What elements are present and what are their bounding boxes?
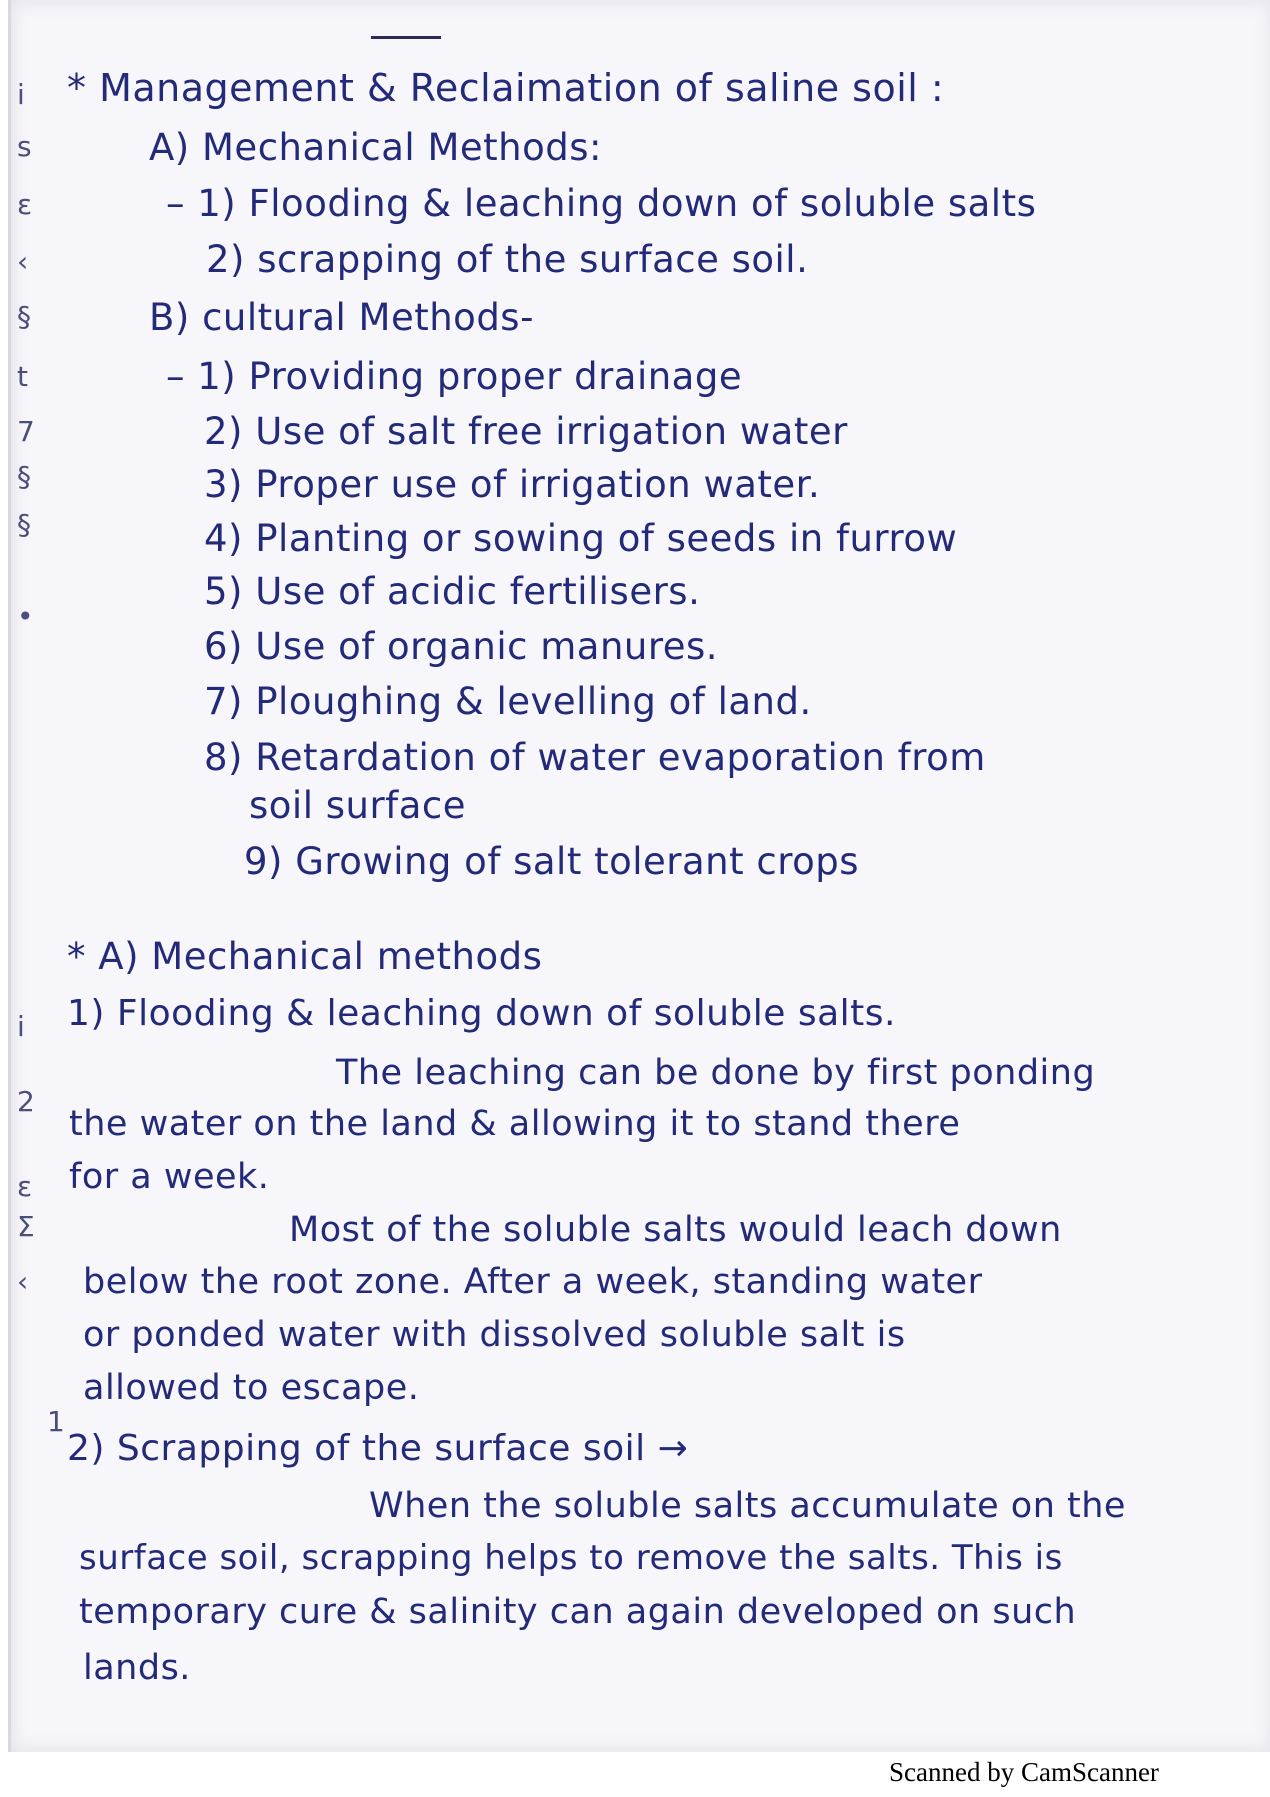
paragraph-1-line: or ponded water with dissolved soluble salt is bbox=[83, 1315, 906, 1355]
details-section-title: * A) Mechanical methods bbox=[67, 935, 543, 978]
margin-mark: § bbox=[17, 460, 31, 493]
margin-mark: § bbox=[17, 300, 31, 333]
outline-b-item: 2) Use of salt free irrigation water bbox=[204, 410, 848, 453]
paragraph-1-line: the water on the land & allowing it to stand there bbox=[69, 1104, 961, 1144]
paragraph-1-line: Most of the soluble salts would leach down bbox=[289, 1210, 1062, 1250]
paragraph-1-title: 1) Flooding & leaching down of soluble salts. bbox=[67, 993, 896, 1034]
margin-mark: § bbox=[17, 508, 31, 541]
margin-mark: s bbox=[17, 130, 32, 163]
outline-b-item: – 1) Providing proper drainage bbox=[166, 355, 743, 398]
paragraph-2-title: 2) Scrapping of the surface soil → bbox=[67, 1428, 689, 1469]
margin-mark: i bbox=[17, 1010, 25, 1043]
margin-mark: 7 bbox=[17, 415, 35, 448]
paragraph-1-line: The leaching can be done by first ponding bbox=[336, 1053, 1096, 1093]
margin-mark: Σ bbox=[17, 1210, 35, 1243]
outline-b-item: soil surface bbox=[249, 784, 466, 827]
paragraph-2-line: lands. bbox=[83, 1648, 191, 1688]
margin-mark: ‹ bbox=[17, 245, 29, 278]
margin-mark: 2 bbox=[17, 1085, 35, 1118]
margin-mark: ‹ bbox=[17, 1265, 29, 1298]
outline-b-item: 4) Planting or sowing of seeds in furrow bbox=[204, 517, 958, 560]
margin-mark: i bbox=[17, 78, 25, 111]
outline-b-item: 9) Growing of salt tolerant crops bbox=[244, 840, 860, 883]
margin-mark: t bbox=[17, 360, 28, 393]
outline-b-item: 6) Use of organic manures. bbox=[204, 625, 719, 668]
margin-mark: ε bbox=[17, 188, 33, 221]
margin-mark: 1 bbox=[47, 1405, 65, 1438]
paragraph-2-line: When the soluble salts accumulate on the bbox=[369, 1486, 1126, 1526]
outline-b-title: B) cultural Methods- bbox=[149, 296, 534, 339]
outline-b-item: 3) Proper use of irrigation water. bbox=[204, 463, 821, 506]
outline-a-item: – 1) Flooding & leaching down of soluble salts bbox=[166, 182, 1037, 225]
margin-mark: • bbox=[17, 600, 34, 633]
outline-b-item: 7) Ploughing & levelling of land. bbox=[204, 680, 812, 723]
scanner-watermark: Scanned by CamScanner bbox=[889, 1757, 1159, 1787]
outline-a-title: A) Mechanical Methods: bbox=[149, 126, 602, 169]
outline-b-item: 8) Retardation of water evaporation from bbox=[204, 736, 986, 779]
margin-mark: ε bbox=[17, 1170, 33, 1203]
page-heading: * Management & Reclaimation of saline soil : bbox=[67, 66, 945, 110]
paragraph-1-line: for a week. bbox=[69, 1157, 270, 1197]
paragraph-2-line: surface soil, scrapping helps to remove the salts. This is bbox=[79, 1538, 1063, 1578]
notebook-page bbox=[8, 0, 1270, 1752]
paragraph-1-line: allowed to escape. bbox=[83, 1368, 420, 1408]
paragraph-2-line: temporary cure & salinity can again developed on such bbox=[79, 1592, 1077, 1632]
paragraph-1-line: below the root zone. After a week, standing water bbox=[83, 1262, 983, 1302]
top-dash-mark bbox=[371, 36, 441, 39]
outline-b-item: 5) Use of acidic fertilisers. bbox=[204, 570, 701, 613]
outline-a-item: 2) scrapping of the surface soil. bbox=[206, 238, 809, 281]
